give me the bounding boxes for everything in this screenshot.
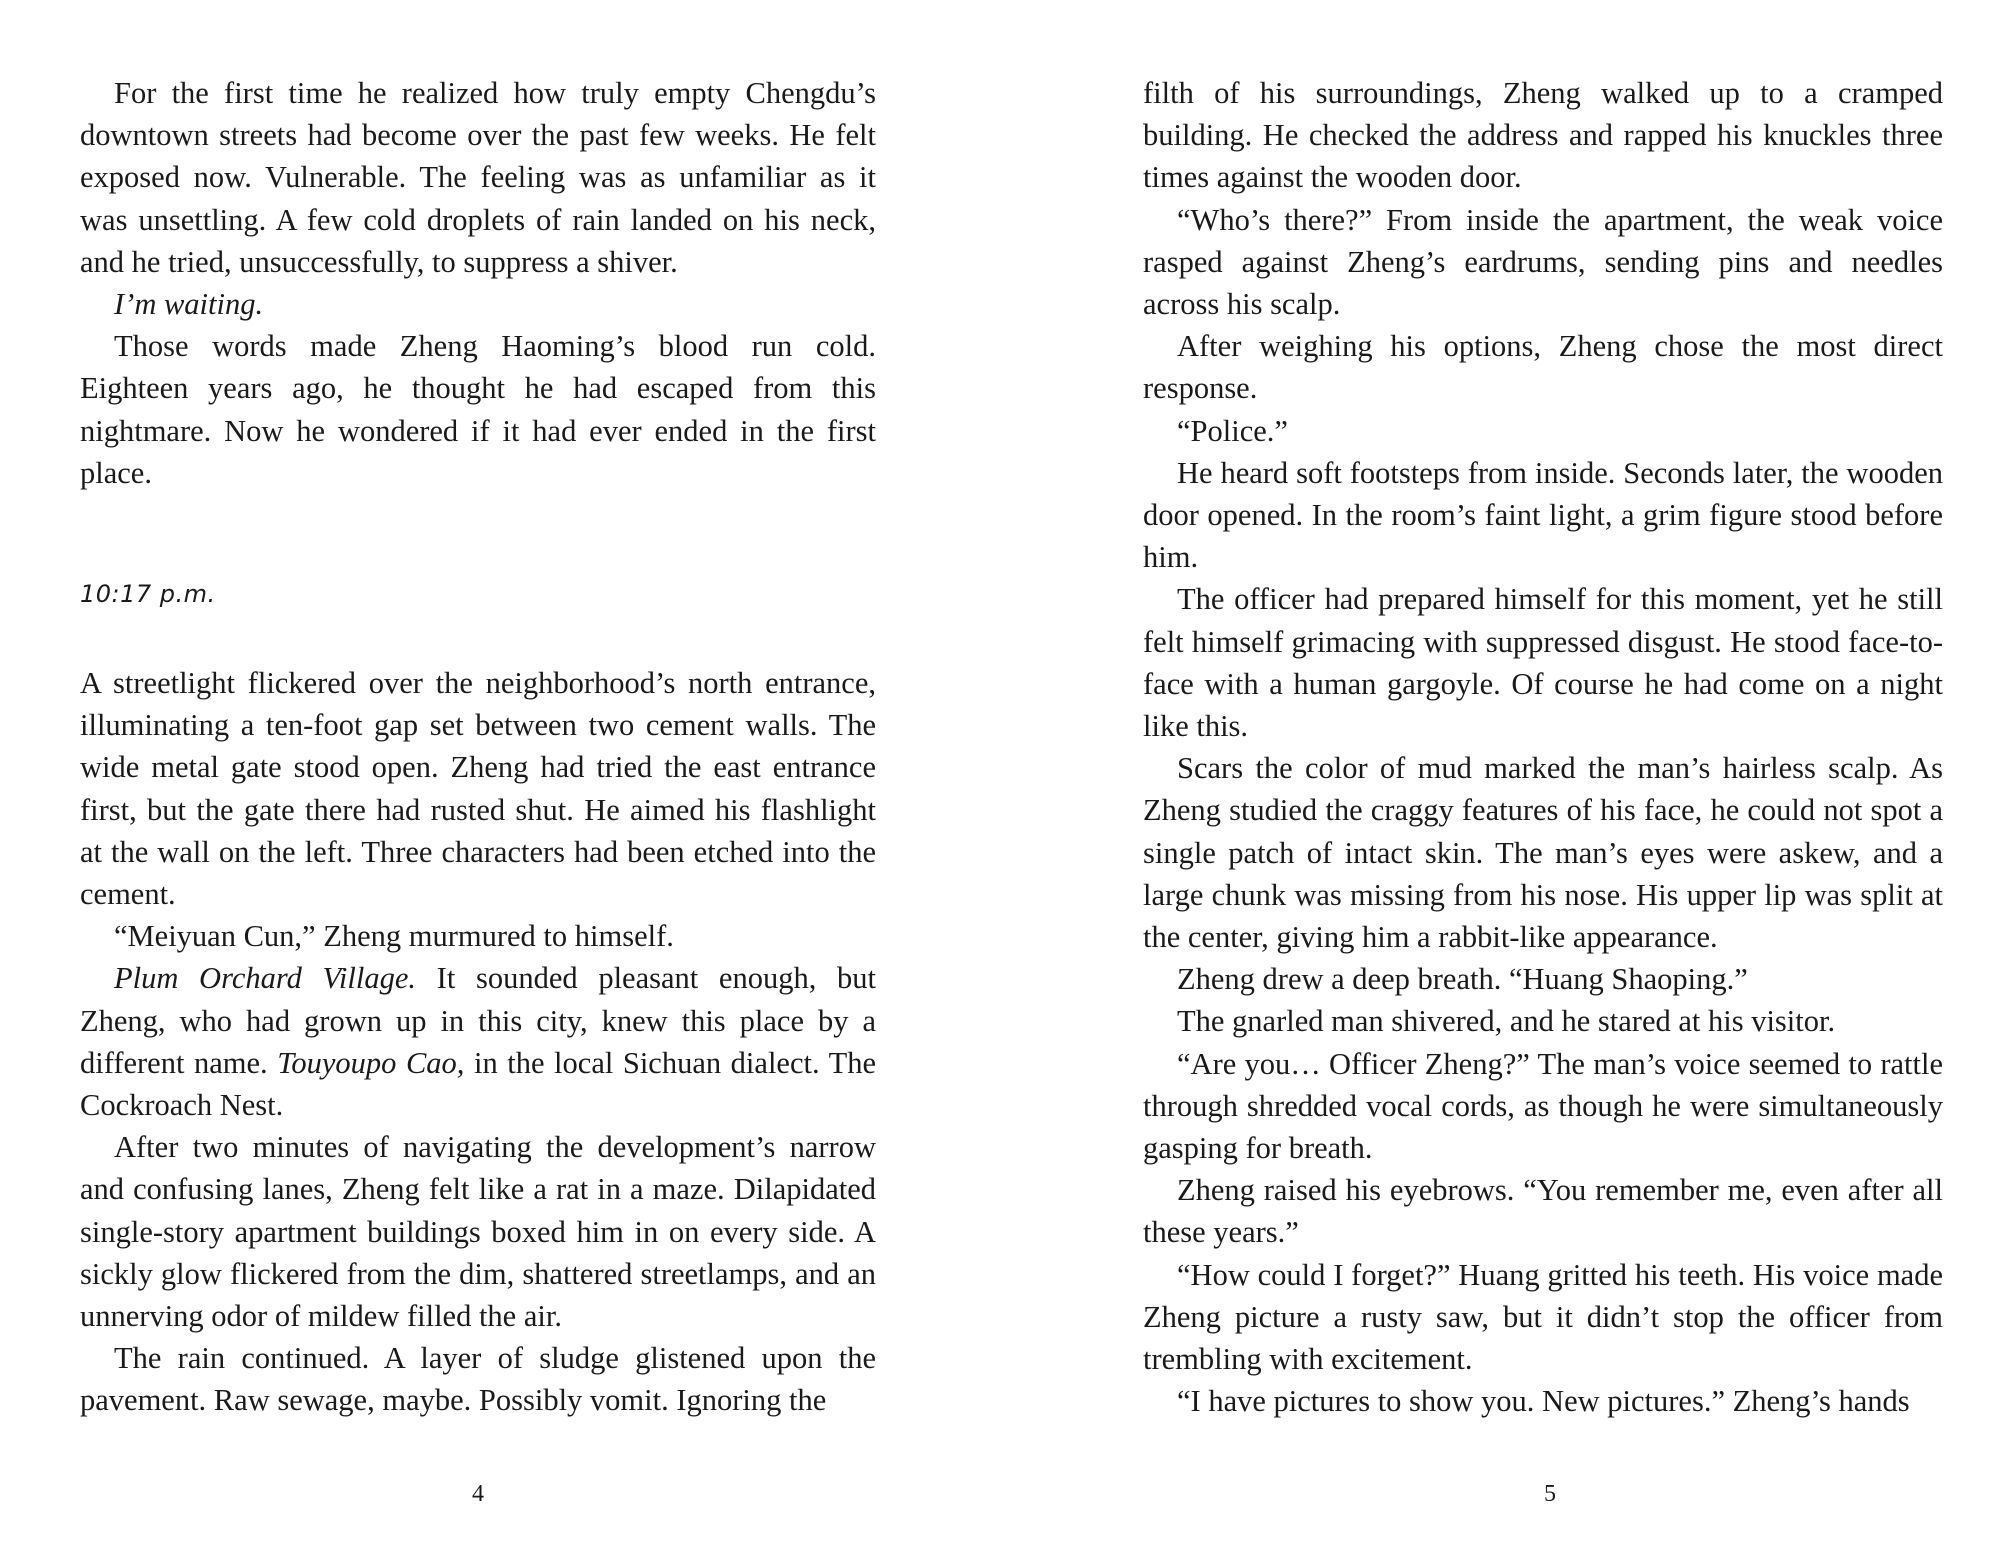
- paragraph: After weighing his options, Zheng chose the most direct response.: [1143, 329, 1943, 406]
- page-number: 4: [472, 1481, 484, 1507]
- paragraph: The officer had prepared himself for this moment, yet he still felt himself grimacing with suppressed disgust. He stood face-to-face with a human gargoyle. Of course he had come on a night like this.: [1143, 582, 1943, 744]
- paragraph: “How could I forget?” Huang gritted his teeth. His voice made Zheng picture a rusty saw, but it didn’t stop the officer from trembling with excitement.: [1143, 1257, 1943, 1377]
- paragraph: The rain continued. A layer of sludge glistened upon the pavement. Raw sewage, maybe. Possibly vomit. Ignoring the: [80, 1341, 876, 1418]
- paragraph-text: in the local Sichuan dialect. The Cockroach Nest.: [80, 1045, 877, 1123]
- paragraph: filth of his surroundings, Zheng walked up to a cramped building. He checked the address and rapped his knuckles three times against the wooden door.: [1143, 76, 1943, 195]
- paragraph: “Meiyuan Cun,” Zheng murmured to himself.: [114, 919, 674, 954]
- paragraph: Zheng drew a deep breath. “Huang Shaoping.”: [1177, 962, 1748, 997]
- section-time-heading: 10:17 p.m.: [80, 580, 216, 609]
- italic-thought: I’m waiting.: [114, 287, 264, 322]
- paragraph: For the first time he realized how truly empty Chengdu’s downtown streets had become over the past few weeks. He felt exposed now. Vulnerable. The feeling was as unfamiliar as it was unsettling. A few cold droplets of rain landed on his neck, and he tried, unsuccessfully, to suppress a shiver.: [80, 76, 876, 279]
- page-number: 5: [1544, 1481, 1556, 1507]
- paragraph: “Who’s there?” From inside the apartment, the weak voice rasped against Zheng’s eardrums, sending pins and needles across his scalp.: [1143, 202, 1943, 322]
- paragraph: After two minutes of navigating the development’s narrow and confusing lanes, Zheng felt like a rat in a maze. Dilapidated single-story apartment buildings boxed him in on every side. A sickly glow flickered from the dim, shattered streetlamps, and an unnerving odor of mildew filled the air.: [80, 1130, 876, 1334]
- paragraph: The gnarled man shivered, and he stared at his visitor.: [1177, 1004, 1836, 1039]
- paragraph: “I have pictures to show you. New pictures.” Zheng’s hands: [1177, 1384, 1910, 1419]
- left-page-text: [80, 72, 876, 1422]
- paragraph: Zheng raised his eyebrows. “You remember me, even after all these years.”: [1143, 1173, 1943, 1250]
- right-page: [1000, 0, 2000, 1548]
- italic-place-name: Plum Orchard Village.: [114, 961, 416, 996]
- paragraph: “Are you… Officer Zheng?” The man’s voice seemed to rattle through shredded vocal cords, as though he were simultaneously gasping for breath.: [1143, 1046, 1943, 1166]
- paragraph: Scars the color of mud marked the man’s hairless scalp. As Zheng studied the craggy features of his face, he could not spot a single patch of intact skin. The man’s eyes were askew, and a large chunk was missing from his nose. His upper lip was split at the center, giving him a rabbit-like appearance.: [1143, 751, 1943, 955]
- paragraph: A streetlight flickered over the neighborhood’s north entrance, illuminating a ten-foot gap set between two cement walls. The wide metal gate stood open. Zheng had tried the east entrance first, but the gate there had rusted shut. He aimed his flashlight at the wall on the left. Three characters had been etched into the cement.: [80, 666, 876, 912]
- paragraph-text: It sounded pleasant enough, but Zheng, who had grown up in this city, knew this place by a different name.: [80, 961, 876, 1080]
- paragraph: He heard soft footsteps from inside. Seconds later, the wooden door opened. In the room’s faint light, a grim figure stood before him.: [1143, 455, 1943, 575]
- paragraph: Those words made Zheng Haoming’s blood run cold. Eighteen years ago, he thought he had escaped from this nightmare. Now he wondered if it had ever ended in the first place.: [80, 329, 876, 490]
- paragraph: “Police.”: [1177, 413, 1288, 448]
- paragraph: [80, 957, 876, 1126]
- italic-dialect-name: Touyoupo Cao,: [277, 1045, 465, 1080]
- right-page-text: [1143, 72, 1943, 1423]
